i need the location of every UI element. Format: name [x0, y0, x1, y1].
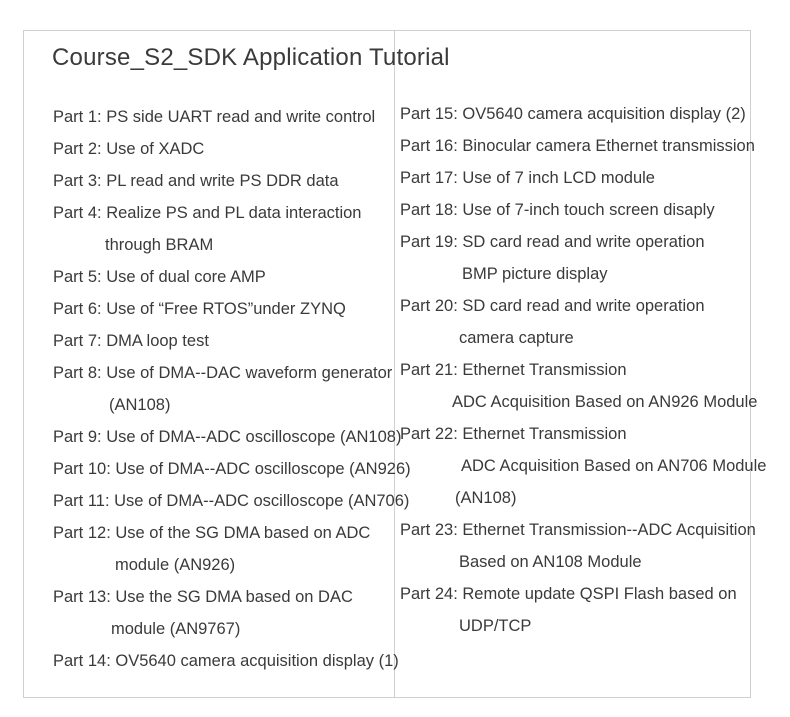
tutorial-line: ADC Acquisition Based on AN926 Module — [452, 393, 758, 411]
tutorial-line: Part 2: Use of XADC — [53, 140, 205, 158]
tutorial-line: Part 22: Ethernet Transmission — [400, 425, 627, 443]
tutorial-line: through BRAM — [105, 236, 214, 254]
tutorial-line: Part 13: Use the SG DMA based on DAC — [53, 588, 353, 606]
tutorial-line: module (AN926) — [115, 556, 236, 574]
tutorial-line: Part 19: SD card read and write operation — [400, 233, 705, 251]
tutorial-line: Part 6: Use of “Free RTOS”under ZYNQ — [53, 300, 346, 318]
left-column — [53, 101, 411, 677]
right-column — [400, 98, 766, 642]
tutorial-line: ADC Acquisition Based on AN706 Module — [461, 457, 767, 475]
tutorial-line: Part 16: Binocular camera Ethernet transmission — [400, 137, 755, 155]
tutorial-line: Part 10: Use of DMA--ADC oscilloscope (AN926) — [53, 460, 411, 478]
tutorial-line: Part 11: Use of DMA--ADC oscilloscope (AN706) — [53, 492, 410, 510]
tutorial-line: module (AN9767) — [111, 620, 241, 638]
tutorial-line: Part 17: Use of 7 inch LCD module — [400, 169, 655, 187]
tutorial-line: Part 24: Remote update QSPI Flash based on — [400, 585, 737, 603]
tutorial-line: Part 20: SD card read and write operation — [400, 297, 705, 315]
tutorial-line: Part 15: OV5640 camera acquisition display (2) — [400, 105, 746, 123]
tutorial-line: Part 7: DMA loop test — [53, 332, 209, 350]
tutorial-line: Part 3: PL read and write PS DDR data — [53, 172, 339, 190]
tutorial-line: Part 5: Use of dual core AMP — [53, 268, 266, 286]
tutorial-line: (AN108) — [109, 396, 171, 414]
tutorial-line: Part 4: Realize PS and PL data interaction — [53, 204, 362, 222]
tutorial-line: Part 8: Use of DMA--DAC waveform generator — [53, 364, 393, 382]
tutorial-line: Part 12: Use of the SG DMA based on ADC — [53, 524, 371, 542]
tutorial-line: BMP picture display — [462, 265, 608, 283]
tutorial-line: Part 14: OV5640 camera acquisition display (1) — [53, 652, 399, 670]
page-title: Course_S2_SDK Application Tutorial — [52, 44, 450, 71]
tutorial-line: Part 1: PS side UART read and write control — [53, 108, 376, 126]
tutorial-line: Part 9: Use of DMA--ADC oscilloscope (AN108) — [53, 428, 402, 446]
tutorial-line: (AN108) — [455, 489, 517, 507]
tutorial-line: Part 21: Ethernet Transmission — [400, 361, 627, 379]
tutorial-line: Part 23: Ethernet Transmission--ADC Acquisition — [400, 521, 756, 539]
tutorial-line: Based on AN108 Module — [459, 553, 642, 571]
tutorial-line: camera capture — [459, 329, 574, 347]
tutorial-line: UDP/TCP — [459, 617, 532, 635]
tutorial-line: Part 18: Use of 7-inch touch screen disaply — [400, 201, 715, 219]
